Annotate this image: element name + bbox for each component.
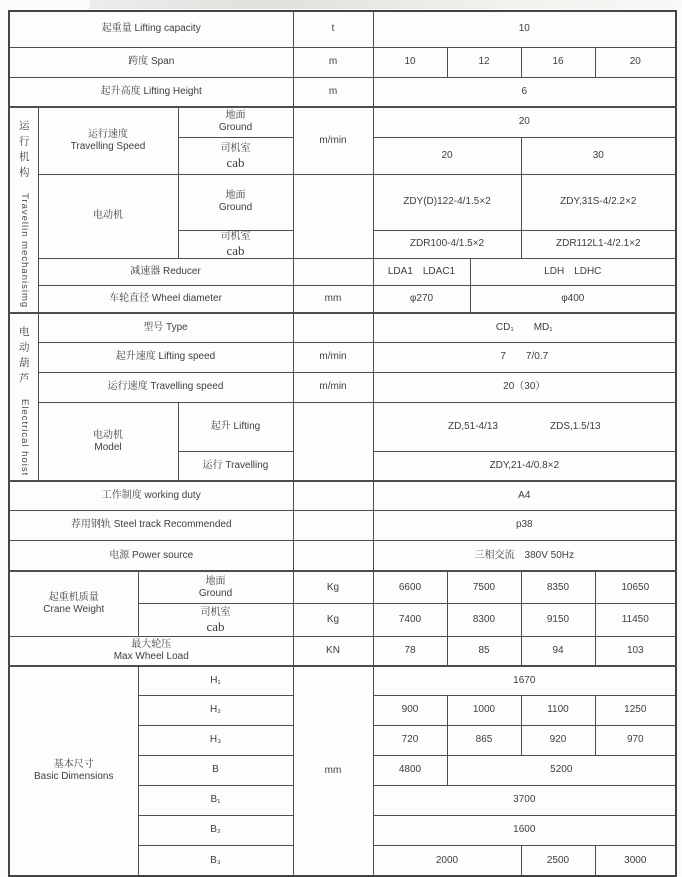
row-travelling-speed-ground [9,107,676,137]
dim-name-b2: B₂ [138,815,293,845]
hoist-travelling-speed-label: 运行速度 Travelling speed [38,372,293,402]
travel-motor-ground-value: ZDY(D)122-4/1.5×2 [373,174,521,230]
hoist-travelling-speed-unit: m/min [293,372,373,402]
dim-h3-value: 970 [595,725,676,755]
row-wheel-diameter [9,285,676,313]
section-electrical-hoist [9,313,38,481]
lifting-height-unit: m [293,77,373,107]
hoist-motor-lifting-value: ZD,51-4/13 ZDS,1.5/13 [373,402,676,451]
hoist-motor-lifting-sublabel: 起升 Lifting [178,402,293,451]
crane-weight-ground-sublabel: 地面 Ground [138,571,293,603]
crane-weight-cab-value: 7400 [373,603,447,636]
travel-motor-cab-value: ZDR112L1-4/2.1×2 [521,230,676,258]
travelling-speed-cab-value: 30 [521,137,676,174]
travelling-speed-cab-value: 20 [373,137,521,174]
row-hoist-travelling-speed [9,372,676,402]
reducer-unit-empty [293,258,373,285]
span-label: 跨度 Span [9,47,293,77]
steel-track-value: p38 [373,510,676,540]
dim-b3-value: 3000 [595,845,676,876]
dim-h2-value: 1000 [447,695,521,725]
hoist-motor-unit-empty [293,402,373,481]
row-lifting-height [9,77,676,107]
crane-weight-cab-value: 9150 [521,603,595,636]
span-unit: m [293,47,373,77]
travel-motor-ground-value: ZDY,31S-4/2.2×2 [521,174,676,230]
row-dim-h1 [9,666,676,695]
row-travel-motor-ground [9,174,676,230]
lifting-capacity-unit: t [293,11,373,47]
dimensions-unit: mm [293,666,373,876]
dim-h2-value: 1100 [521,695,595,725]
hoist-type-label: 型号 Type [38,313,293,342]
working-duty-value: A4 [373,481,676,510]
dim-name-b3: B₃ [138,845,293,876]
dim-b-value: 4800 [373,755,447,785]
travel-motor-ground-sublabel: 地面 Ground [178,174,293,230]
row-crane-weight-ground [9,571,676,603]
crane-weight-ground-value: 6600 [373,571,447,603]
dim-h3-value: 865 [447,725,521,755]
dim-name-h1: H₁ [138,666,293,695]
dim-name-h2: H₂ [138,695,293,725]
travelling-speed-ground-value: 20 [373,107,676,137]
dim-h1-value: 1670 [373,666,676,695]
crane-weight-ground-value: 10650 [595,571,676,603]
dim-h3-value: 920 [521,725,595,755]
lifting-height-label: 起升高度 Lifting Height [9,77,293,107]
power-source-label: 电源 Power source [9,540,293,571]
travelling-speed-ground-sublabel: 地面 Ground [178,107,293,137]
max-wheel-load-unit: KN [293,636,373,666]
hoist-motor-label: 电动机 Model [38,402,178,481]
power-source-unit-empty [293,540,373,571]
crane-weight-cab-value: 11450 [595,603,676,636]
travel-motor-cab-sublabel: 司机室 cab [178,230,293,258]
travelling-mechanism-vertical-label: 运行机构Travellin mechanisimg [17,120,30,309]
working-duty-label: 工作制度 working duty [9,481,293,510]
steel-track-label: 荐用钢轨 Steel track Recommended [9,510,293,540]
steel-track-unit-empty [293,510,373,540]
crane-weight-ground-value: 8350 [521,571,595,603]
span-value: 16 [521,47,595,77]
reducer-value: LDA1 LDAC1 [373,258,470,285]
working-duty-unit-empty [293,481,373,510]
hoist-lifting-speed-unit: m/min [293,342,373,372]
row-power-source [9,540,676,571]
reducer-value: LDH LDHC [470,258,676,285]
hoist-type-unit-empty [293,313,373,342]
section-travelling-mechanism [9,107,38,313]
travel-motor-label: 电动机 [38,174,178,258]
max-wheel-load-value: 94 [521,636,595,666]
dim-h3-value: 720 [373,725,447,755]
max-wheel-load-value: 85 [447,636,521,666]
crane-weight-ground-unit: Kg [293,571,373,603]
travel-motor-cab-value: ZDR100-4/1.5×2 [373,230,521,258]
row-working-duty [9,481,676,510]
dim-h2-value: 1250 [595,695,676,725]
crane-specification-table [8,10,677,877]
wheel-diameter-unit: mm [293,285,373,313]
row-steel-track [9,510,676,540]
span-value: 10 [373,47,447,77]
wheel-diameter-value: φ270 [373,285,470,313]
dim-b-value: 5200 [447,755,676,785]
row-reducer [9,258,676,285]
crane-weight-cab-sublabel: 司机室 cab [138,603,293,636]
lifting-capacity-value: 10 [373,11,676,47]
dim-b3-value: 2000 [373,845,521,876]
dim-h2-value: 900 [373,695,447,725]
row-span [9,47,676,77]
span-value: 12 [447,47,521,77]
max-wheel-load-label: 最大轮压 Max Wheel Load [9,636,293,666]
crane-weight-ground-value: 7500 [447,571,521,603]
hoist-lifting-speed-value: 7 7/0.7 [373,342,676,372]
travelling-speed-unit: m/min [293,107,373,174]
row-max-wheel-load [9,636,676,666]
row-lifting-capacity [9,11,676,47]
hoist-motor-travelling-sublabel: 运行 Travelling [178,451,293,481]
travelling-speed-cab-sublabel: 司机室 cab [178,137,293,174]
crane-weight-cab-unit: Kg [293,603,373,636]
electrical-hoist-vertical-label: 电动葫芦Electrical hoist [17,326,30,477]
crane-weight-label: 起重机质量 Crane Weight [9,571,138,636]
dim-b1-value: 3700 [373,785,676,815]
wheel-diameter-value: φ400 [470,285,676,313]
dim-b3-value: 2500 [521,845,595,876]
lifting-height-value: 6 [373,77,676,107]
dim-b2-value: 1600 [373,815,676,845]
reducer-label: 减速器 Reducer [38,258,293,285]
dim-name-b1: B₁ [138,785,293,815]
crane-weight-cab-value: 8300 [447,603,521,636]
row-hoist-motor-lifting [9,402,676,451]
lifting-capacity-label: 起重量 Lifting capacity [9,11,293,47]
basic-dimensions-label: 基本尺寸 Basic Dimensions [9,666,138,876]
hoist-lifting-speed-label: 起升速度 Lifting speed [38,342,293,372]
travelling-speed-label: 运行速度 Travelling Speed [38,107,178,174]
travel-motor-unit-empty [293,174,373,258]
max-wheel-load-value: 103 [595,636,676,666]
dim-name-b: B [138,755,293,785]
row-hoist-type [9,313,676,342]
hoist-type-value: CD₁ MD₁ [373,313,676,342]
row-hoist-lifting-speed [9,342,676,372]
hoist-motor-travelling-value: ZDY,21-4/0.8×2 [373,451,676,481]
power-source-value: 三相交流 380V 50Hz [373,540,676,571]
hoist-travelling-speed-value: 20（30） [373,372,676,402]
max-wheel-load-value: 78 [373,636,447,666]
span-value: 20 [595,47,676,77]
wheel-diameter-label: 车轮直径 Wheel diameter [38,285,293,313]
dim-name-h3: H₃ [138,725,293,755]
